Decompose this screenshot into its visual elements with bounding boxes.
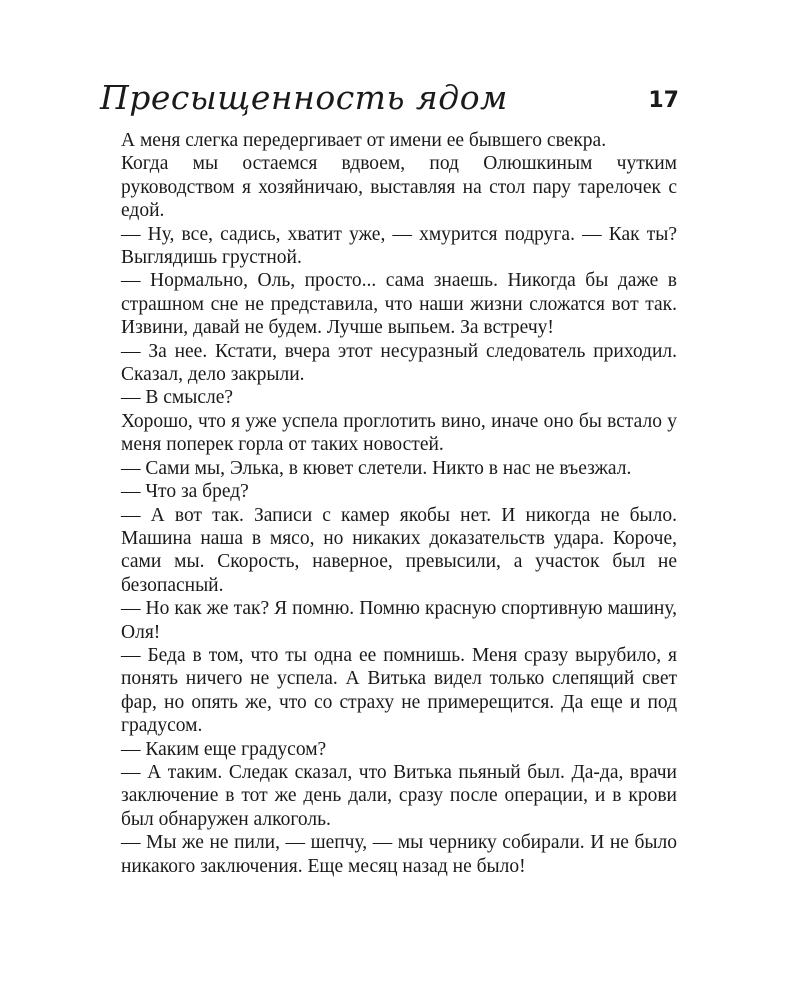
paragraph: — Что за бред?	[121, 481, 249, 503]
page-number: 17	[648, 88, 679, 113]
paragraph: — Ну, все, садись, хватит уже, — хмурится подруга. — Как ты? Выглядишь грустной.	[121, 223, 677, 269]
paragraph: — А вот так. Записи с камер якобы нет. И никогда не было. Машина наша в мясо, но никаких доказательств удара. Короче, сами мы. Скорость, наверное, превысили, а участок был не безопасный.	[121, 504, 677, 596]
paragraph: А меня слегка передергивает от имени ее бывшего свекра.	[121, 130, 607, 151]
paragraph: — Но как же так? Я помню. Помню красную спортивную машину, Оля!	[121, 598, 677, 643]
paragraph: — А таким. Следак сказал, что Витька пьяный был. Да-да, врачи заключение в тот же день дали, сразу после операции, и в крови был обнаружен алкоголь.	[121, 761, 677, 830]
paragraph: — Каким еще градусом?	[121, 738, 327, 760]
paragraph: — В смысле?	[121, 387, 234, 409]
paragraph: Хорошо, что я уже успела проглотить вино, иначе оно бы встало у меня поперек горла от таких новостей.	[121, 410, 677, 456]
paragraph: — Беда в том, что ты одна ее помнишь. Меня сразу вырубило, я понять ничего не успела. А Витька видел только слепящий свет фар, но опять же, что со страху не примерещится. Да еще и под градусом.	[121, 644, 677, 737]
paragraph: — Сами мы, Элька, в кювет слетели. Никто в нас не въезжал.	[121, 457, 632, 479]
paragraph: — Нормально, Оль, просто... сама знаешь. Никогда бы даже в страшном сне не представила, что наши жизни сложатся вот так. Извини, давай не будем. Лучше выпьем. За встречу!	[121, 270, 677, 339]
running-title: Пресыщенность ядом	[100, 78, 508, 117]
paragraph: — За нее. Кстати, вчера этот несуразный следователь приходил. Сказал, дело закрыли.	[121, 340, 677, 386]
body-text	[121, 129, 677, 878]
paragraph: Когда мы остаемся вдвоем, под Олюшкиным чутким руководством я хозяйничаю, выставляя на стол пару тарелочек с едой.	[121, 153, 677, 222]
paragraph: — Мы же не пили, — шепчу, — мы чернику собирали. И не было никакого заключения. Еще месяц назад не было!	[121, 832, 677, 877]
